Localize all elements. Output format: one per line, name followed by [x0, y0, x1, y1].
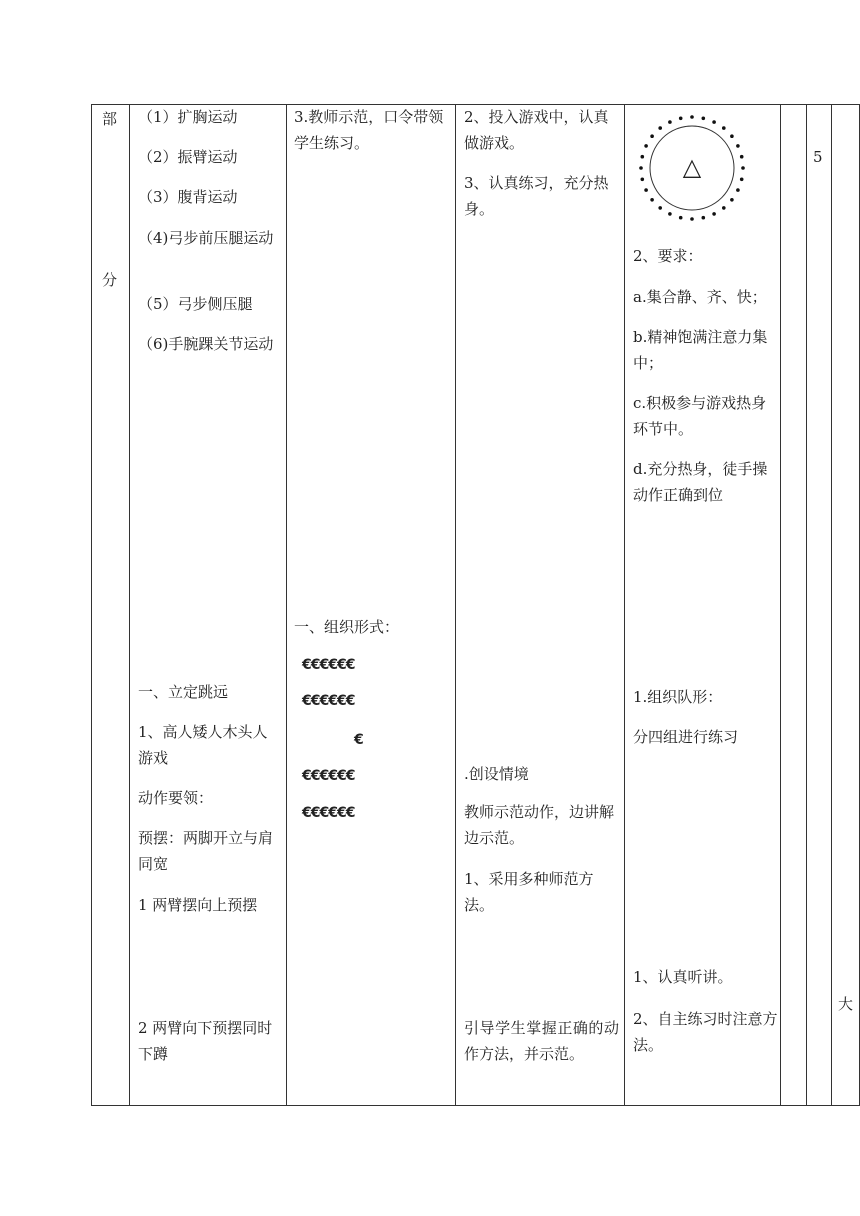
- lesson-item: 动作要领：: [138, 789, 214, 807]
- student-dot: [712, 120, 716, 124]
- lesson-item: 2 两臂向下预摆同时下蹲: [138, 1019, 273, 1063]
- intensity-value: 大: [838, 995, 854, 1013]
- student-dot: [641, 178, 645, 182]
- requirement-item: d.充分热身，徒手操动作正确到位: [633, 460, 768, 504]
- table-border-7: [831, 104, 832, 1106]
- student-dot: [740, 178, 744, 182]
- student-dot: [639, 166, 643, 170]
- student-dot: [722, 126, 726, 130]
- exercise-item: （2）振臂运动: [138, 148, 238, 166]
- formation-row: €€€€€€: [302, 657, 355, 673]
- organization-item: 1.组织队形：: [633, 688, 723, 706]
- exercise-item: （5）弓步侧压腿: [138, 295, 253, 313]
- teacher-triangle-icon: △: [682, 153, 702, 181]
- student-dot: [736, 144, 740, 148]
- student-dot: [650, 134, 654, 138]
- student-dot: [722, 206, 726, 210]
- teacher-activity: 3.教师示范，口令带领学生练习。: [294, 108, 444, 152]
- method-item: 教师示范动作，边讲解边示范。: [464, 803, 615, 847]
- student-dot: [690, 115, 694, 119]
- table-border-3: [455, 104, 456, 1106]
- formation-row: €€€€€€: [302, 693, 355, 709]
- method-item: 引导学生掌握正确的动作方法，并示范。: [464, 1019, 619, 1063]
- student-dot: [690, 217, 694, 221]
- student-dot: [730, 198, 734, 202]
- student-dot: [668, 120, 672, 124]
- student-dot: [644, 144, 648, 148]
- student-dot: [658, 206, 662, 210]
- student-dot: [658, 126, 662, 130]
- student-dot: [644, 188, 648, 192]
- section-label-top: 部: [102, 110, 118, 128]
- circle-formation-diagram: [637, 113, 747, 223]
- requirement-item: a.集合静、齐、快；: [633, 288, 767, 306]
- table-border-4: [624, 104, 625, 1106]
- organization-title: 一、组织形式：: [294, 618, 400, 636]
- method-item: .创设情境: [464, 765, 529, 783]
- requirement-item: b.精神饱满注意力集中；: [633, 328, 768, 372]
- student-dot: [740, 155, 744, 159]
- formation-row: €€€€€€: [302, 768, 355, 784]
- student-dot: [668, 212, 672, 216]
- formation-row: €€€€€€: [302, 805, 355, 821]
- student-dot: [641, 155, 645, 159]
- student-activity: 3、认真练习，充分热身。: [464, 174, 609, 218]
- student-dot: [702, 216, 706, 220]
- organization-item: 2、自主练习时注意方法。: [633, 1010, 778, 1054]
- exercise-item: （6)手腕踝关节运动: [138, 335, 274, 353]
- table-border-0: [91, 104, 92, 1106]
- student-dot: [702, 117, 706, 121]
- section-label-bottom: 分: [102, 271, 118, 289]
- lesson-item: 预摆：两脚开立与肩同宽: [138, 829, 274, 873]
- student-dot: [741, 166, 745, 170]
- table-border-6: [806, 104, 807, 1106]
- student-dot: [712, 212, 716, 216]
- formation-teacher: €: [354, 732, 363, 748]
- student-dot: [650, 198, 654, 202]
- requirement-item: 2、要求：: [633, 247, 703, 265]
- student-dot: [730, 134, 734, 138]
- lesson-item: 1 两臂摆向上预摆: [138, 896, 258, 914]
- exercise-item: （1）扩胸运动: [138, 108, 238, 126]
- requirement-item: c.积极参与游戏热身环节中。: [633, 394, 767, 438]
- table-border-5: [780, 104, 781, 1106]
- organization-item: 1、认真听讲。: [633, 968, 733, 986]
- exercise-item: （3）腹背运动: [138, 188, 238, 206]
- table-border-2: [286, 104, 287, 1106]
- student-dot: [736, 188, 740, 192]
- lesson-item: 一、立定跳远: [138, 683, 229, 701]
- student-dot: [679, 117, 683, 121]
- student-dot: [679, 216, 683, 220]
- organization-item: 分四组进行练习: [633, 728, 739, 746]
- lesson-item: 1、高人矮人木头人游戏: [138, 723, 268, 767]
- exercise-item: （4)弓步前压腿运动: [138, 229, 274, 247]
- student-activity: 2、投入游戏中，认真做游戏。: [464, 108, 609, 152]
- method-item: 1、采用多种师范方法。: [464, 870, 594, 914]
- table-bottom-border: [91, 1105, 860, 1106]
- table-border-1: [129, 104, 130, 1106]
- time-value: 5: [813, 148, 823, 166]
